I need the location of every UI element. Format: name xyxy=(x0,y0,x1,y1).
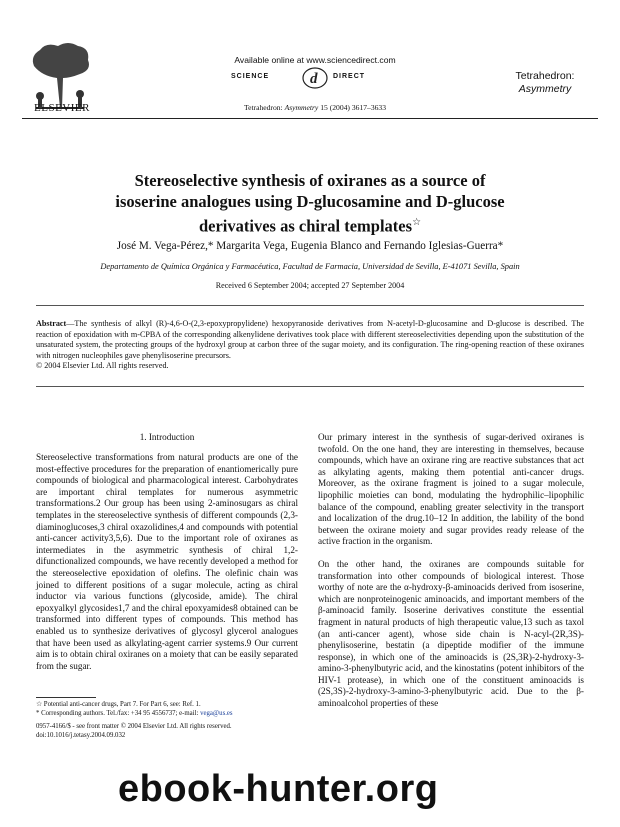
sciencedirect-left: SCIENCE xyxy=(231,73,270,80)
footnote-rule xyxy=(36,697,96,698)
abstract-rule-bottom xyxy=(36,386,584,387)
footnotes xyxy=(36,700,306,718)
abstract-label: Abstract xyxy=(36,319,67,328)
received-dates: Received 6 September 2004; accepted 27 September 2004 xyxy=(215,281,405,290)
body-column-left xyxy=(36,452,298,683)
issn-line: 0957-4166/$ - see front matter © 2004 Elsevier Ltd. All rights reserved. xyxy=(36,723,232,730)
abstract-rule-top xyxy=(36,305,584,306)
sciencedirect-logo xyxy=(215,70,415,88)
footnote-1: ☆ Potential anti-cancer drugs, Part 7. For Part 6, see: Ref. 1. xyxy=(36,701,201,708)
sciencedirect-right: DIRECT xyxy=(333,73,366,80)
paragraph: Our primary interest in the synthesis of sugar-derived oxiranes is twofold. On the one hand, they are interesting in themselves, because compounds, which have an oxirane ring are reactive substances that act as alkylating agents, making them potential anti-cancer drugs. Moreover, as the oxirane fragment is joined to a sugar molecule, lipophilic moieties can bond, modulating the hydrophilic–lipophilic balance of the compound, enabling greater selectivity in the transport and localization of the drug.10–12 In addition, the lability of the bond between the oxirane moiety and sugar provides ready release of the active fraction in the organism. xyxy=(318,432,584,547)
affiliation: Departamento de Química Orgánica y Farmacéutica, Facultad de Farmacia, Universidad de Sevilla, E-41071 Sevilla, Spain xyxy=(100,262,520,271)
doi-line: doi:10.1016/j.tetasy.2004.09.032 xyxy=(36,732,126,739)
abstract-text: —The synthesis of alkyl (R)-4,6-O-(2,3-epoxypropylidene) hexopyranoside derivatives from N-acetyl-D-glucosamine and D-glucose is described. The reaction of epoxidation with m-CPBA of the corresponding alkenylidene derivatives took place with different stereoselectivities depending upon the substitution of the unsaturated system, the protecting groups of the hydroxyl group at carbon three of the sugar moiety, and its configuration. The ring-opening reaction of these oxiranes with nitrogen nucleophiles gave phenylisoserine precursors. xyxy=(36,319,584,360)
publisher-name: ELSEVIER xyxy=(34,102,90,114)
header-rule xyxy=(22,118,598,119)
available-online: Available online at www.sciencedirect.com xyxy=(234,55,396,65)
abstract-copyright: © 2004 Elsevier Ltd. All rights reserved. xyxy=(36,361,169,371)
article-title: Stereoselective synthesis of oxiranes as a source of isoserine analogues using D-glucosamine and D-glucose derivatives as chiral templates☆ xyxy=(115,171,505,236)
sciencedirect-d-icon xyxy=(301,66,329,90)
watermark: ebook-hunter.org xyxy=(118,768,439,810)
title-footnote-star[interactable]: ☆ xyxy=(412,217,422,228)
email-link[interactable]: vega@us.es xyxy=(200,710,233,717)
section-heading: 1. Introduction xyxy=(139,432,195,442)
paragraph: Stereoselective transformations from natural products are one of the most-effective procedures for the preparation of enantiomerically pure compounds of biological and pharmacological interest. Carbohydrates are important chiral templates for numerous asymmetric transformations.2 Our group has been using 2-aminosugars as chiral templates in the stereoselective synthesis of different compounds (2,3-diaminoglucoses,3 chiral oxazolidines,4 and compounds with potential anti-cancer activity3,5,6). Due to the important role of oxiranes as intermediates in the asymmetric synthesis of chiral 1,2-difunctionalized compounds, we have recently developed a method for the stereoselective epoxidation of olefins. The olefinic chain was joined to different positions of a sugar molecule, acting as chiral inductor via various functions (glycoside, amide). The chiral epoxyalkyl glycosides1,7 and the chiral epoxyamides8 obtained can be transformed into different types of compounds. This method has enabled us to synthesize derivatives of glycosyl glycerol analogues that have been used as alkylating-agent carrier systems.9 Our current aim is to obtain chiral oxiranes on a moiety that can be easily separated from the sugar. xyxy=(36,452,299,671)
footnote-2: * Corresponding authors. Tel./fax: +34 95 4556737; e-mail: vega@us.es xyxy=(36,710,233,717)
authors: José M. Vega-Pérez,* Margarita Vega, Eugenia Blanco and Fernando Iglesias-Guerra* xyxy=(116,240,504,252)
issn-doi xyxy=(36,722,326,740)
journal-reference: Tetrahedron: Asymmetry 15 (2004) 3617–3633 xyxy=(243,103,387,112)
abstract xyxy=(36,319,584,372)
svg-text:d: d xyxy=(310,71,319,87)
body-column-right xyxy=(318,432,584,721)
elsevier-tree-logo xyxy=(22,38,98,112)
journal-name: Tetrahedron: Asymmetry xyxy=(515,70,575,95)
paragraph: On the other hand, the oxiranes are compounds suitable for transformation into other compounds of biological interest. Those worthy of note are the α-hydroxy-β-aminoacids derived from isoserine, which are nonproteinogenic aminoacids, and important members of the β-aminoacid family. Isoserine derivatives constitute the essential fragment in natural products of high therapeutic value,13 such as taxol (an anti-cancer agent), whose side chain is N-acyl-(2R,3S)-phenylisoserine, bestatin (a dipeptide modifier of the immune response), in which one of the aminoacids is (2S,3R)-2-hydroxy-3-amino-3-phenylbutyric acid, and the kinostatins (potent inhibitors of the HIV-1 protease), in which one of the constituent aminoacids is (2S,3S)-2-hydroxy-3-amino-3-phenylbutyric acid. Due to the β-aminoalcohol properties of these xyxy=(318,558,584,709)
